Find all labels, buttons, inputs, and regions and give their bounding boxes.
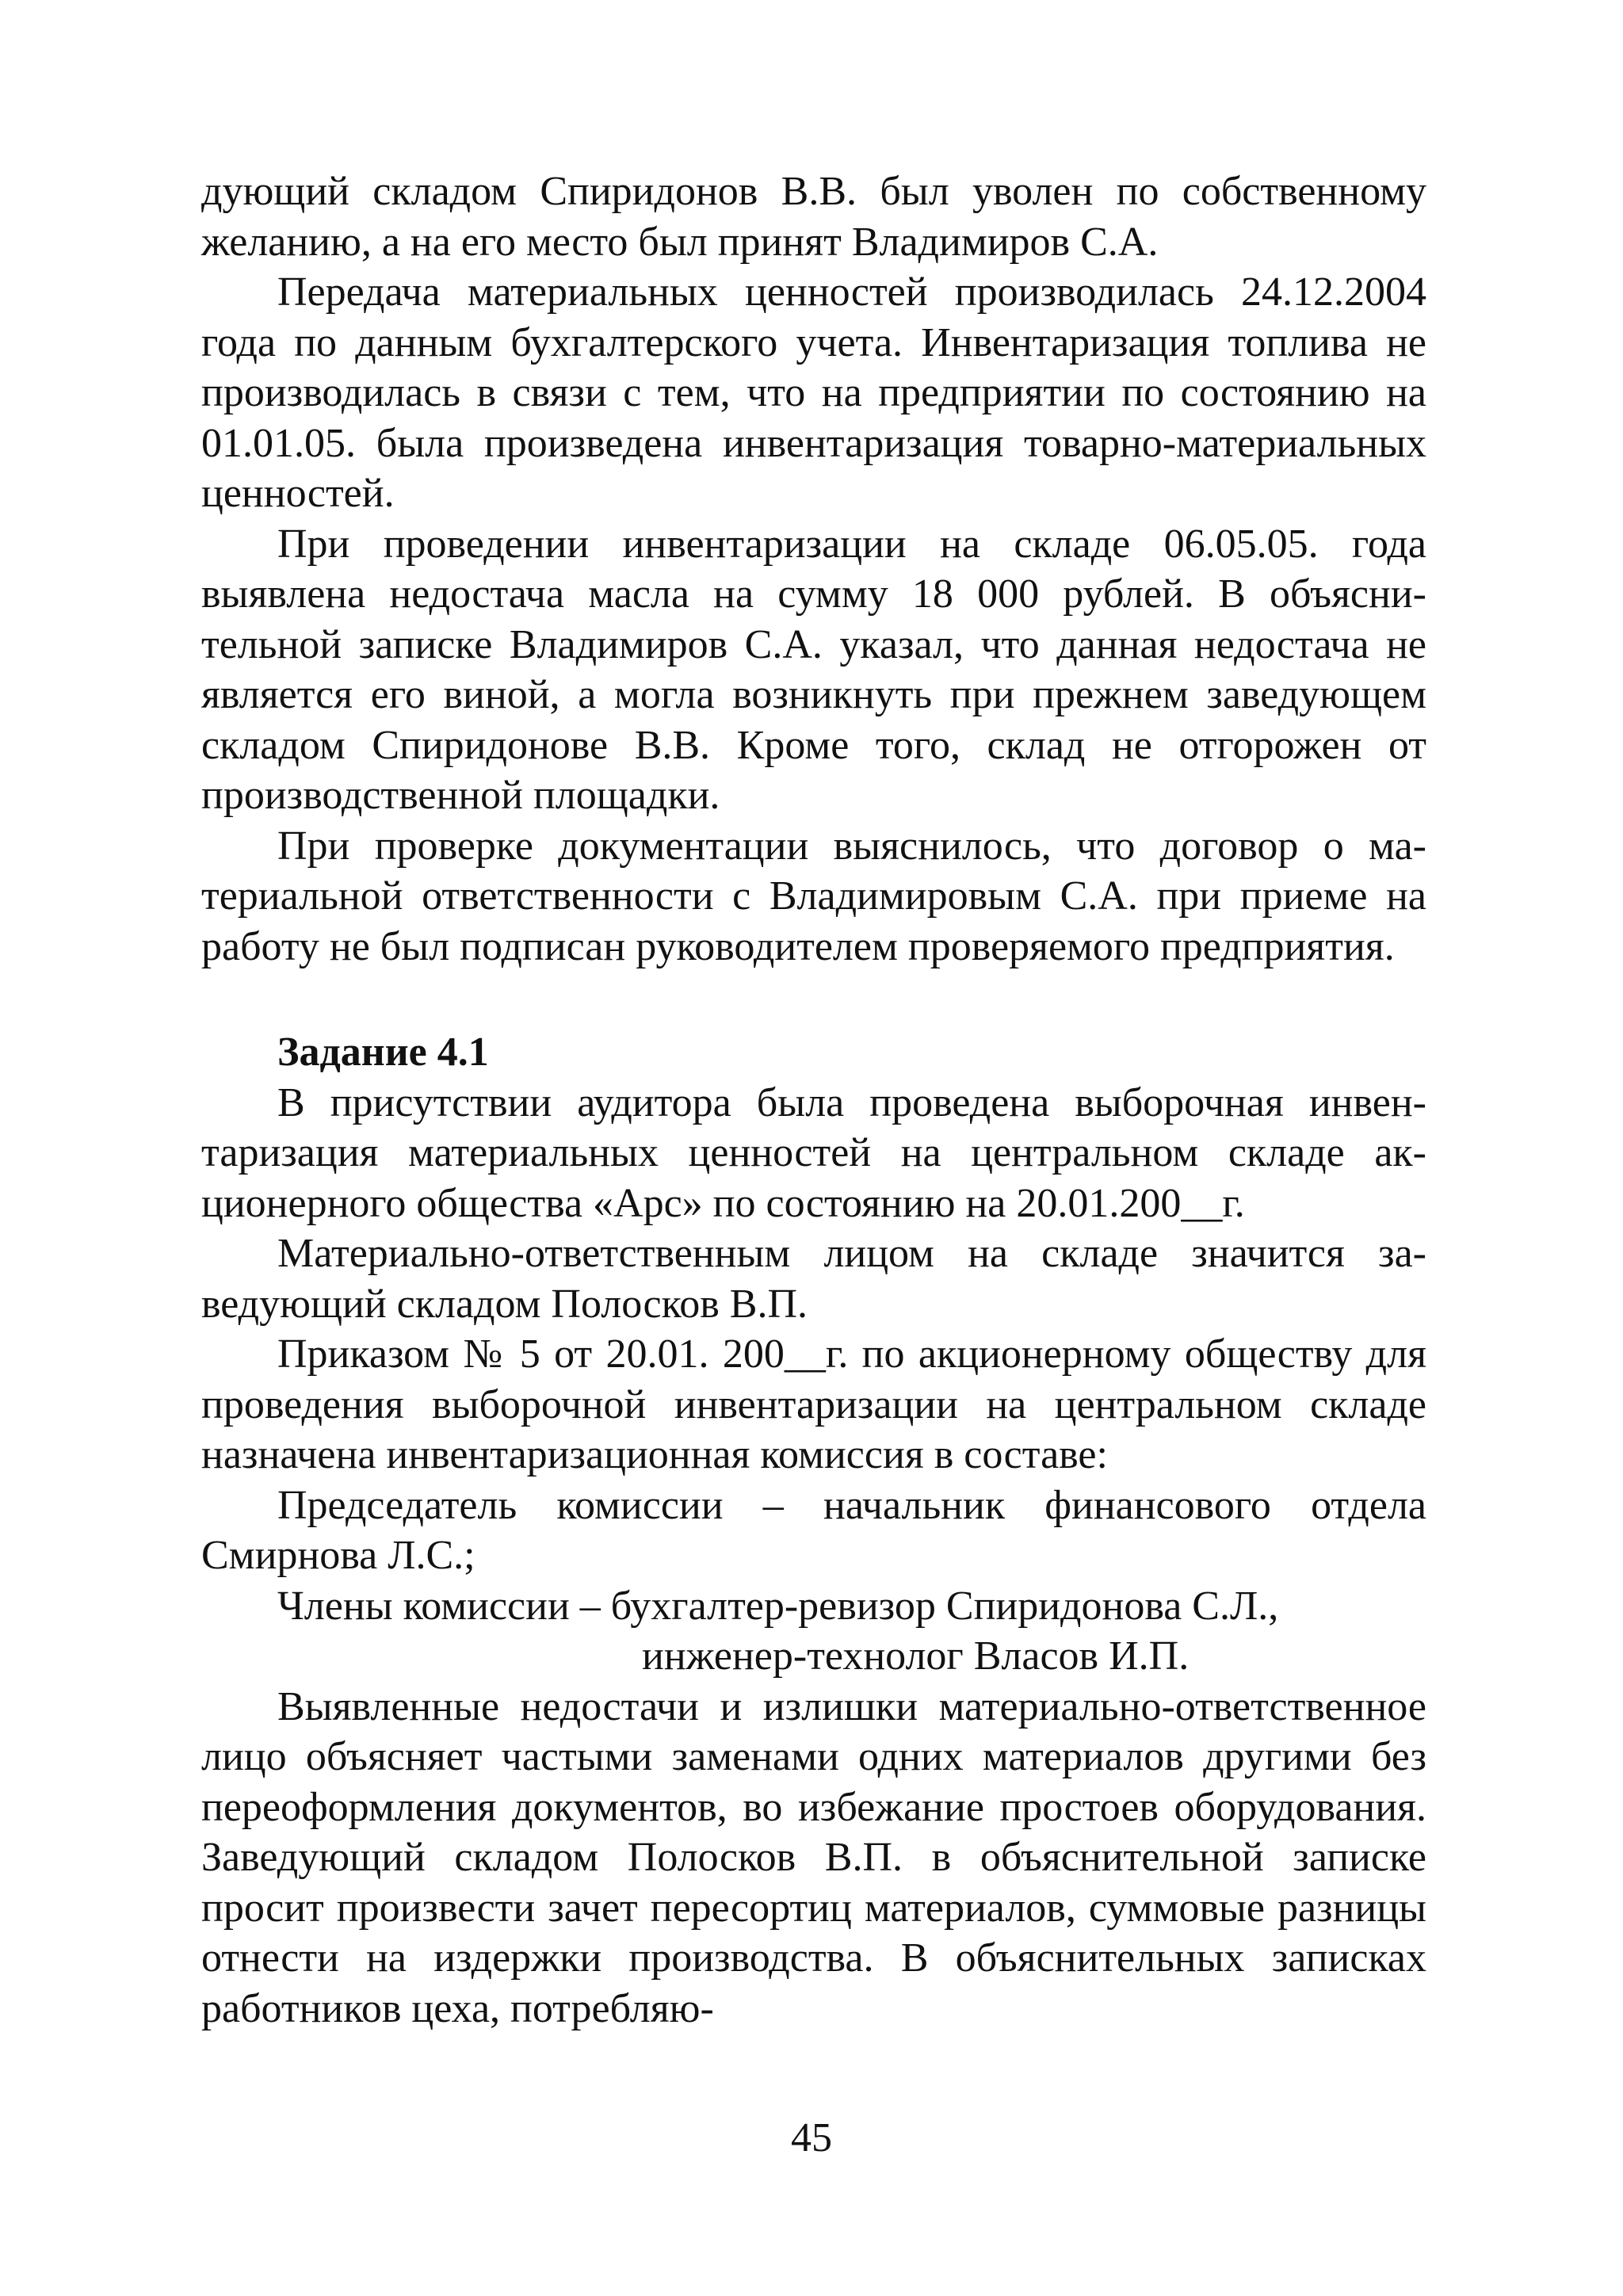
paragraph-inventory: При проведении инвентаризации на складе 06.05.05. года выявлена недостача масла на сумму 18 000 рублей. В объяснительной записке Владимиров С.А. указал, что данная недостача не является его виной, а могла возникнуть при прежнем заведующем складом Спиридонове В.В. Кроме того, склад не отгорожен от производственной площадки. <box>201 521 1426 818</box>
paragraph-responsible-person: Материально-ответственным лицом на складе значится заведующий складом Полосков В.П. <box>201 1231 1426 1327</box>
paragraph-documentation: При проверке документации выяснилось, что договор о материальной ответственности с Владимировым С.А. при приеме на работу не был подписан руководителем проверяемого предприятия. <box>201 823 1426 969</box>
page-number: 45 <box>791 2115 832 2160</box>
commission-members-line-2: инженер-технолог Власов И.П. <box>642 1633 1190 1679</box>
paragraph-continuation: дующий складом Спиридонов В.В. был уволен по собственному желанию, а на его место был принят Владимиров С.А. <box>201 169 1426 265</box>
commission-members-line: Члены комиссии – бухгалтер-ревизор Спиридонова С.Л., <box>277 1583 1279 1629</box>
paragraph-task-intro: В присутствии аудитора была проведена выборочная инвентаризация материальных ценностей на центральном складе акционерного общества «Арс» по состоянию на 20.01.200__г. <box>201 1079 1426 1226</box>
paragraph-order: Приказом № 5 от 20.01. 200__г. по акционерному обществу для проведения выборочной инвентаризации на центральном складе назначена инвентаризационная комиссия в составе: <box>201 1331 1426 1477</box>
paragraph-chairman: Председатель комиссии – начальник финансового отдела Смирнова Л.С.; <box>201 1482 1426 1578</box>
paragraph-shortages: Выявленные недостачи и излишки материально-ответственное лицо объясняет частыми заменами одних материалов другими без переоформления документов, во избежание простоев оборудования. Заведующий складом Полосков В.П. в объяснительной записке просит произвести зачет пересортиц материалов, суммовые разницы отнести на издержки производства. В объяснительных записках работников цеха, потребляю- <box>201 1683 1426 2031</box>
task-heading: Задание 4.1 <box>277 1030 489 1075</box>
paragraph-transfer: Передача материальных ценностей производилась 24.12.2004 года по данным бухгалтерского учета. Инвентаризация топлива не производилась в связи с тем, что на предприятии по состоянию на 01.01.05. была произведена инвентаризация товарно-материальных ценностей. <box>201 269 1426 516</box>
document-page <box>201 166 1426 2034</box>
